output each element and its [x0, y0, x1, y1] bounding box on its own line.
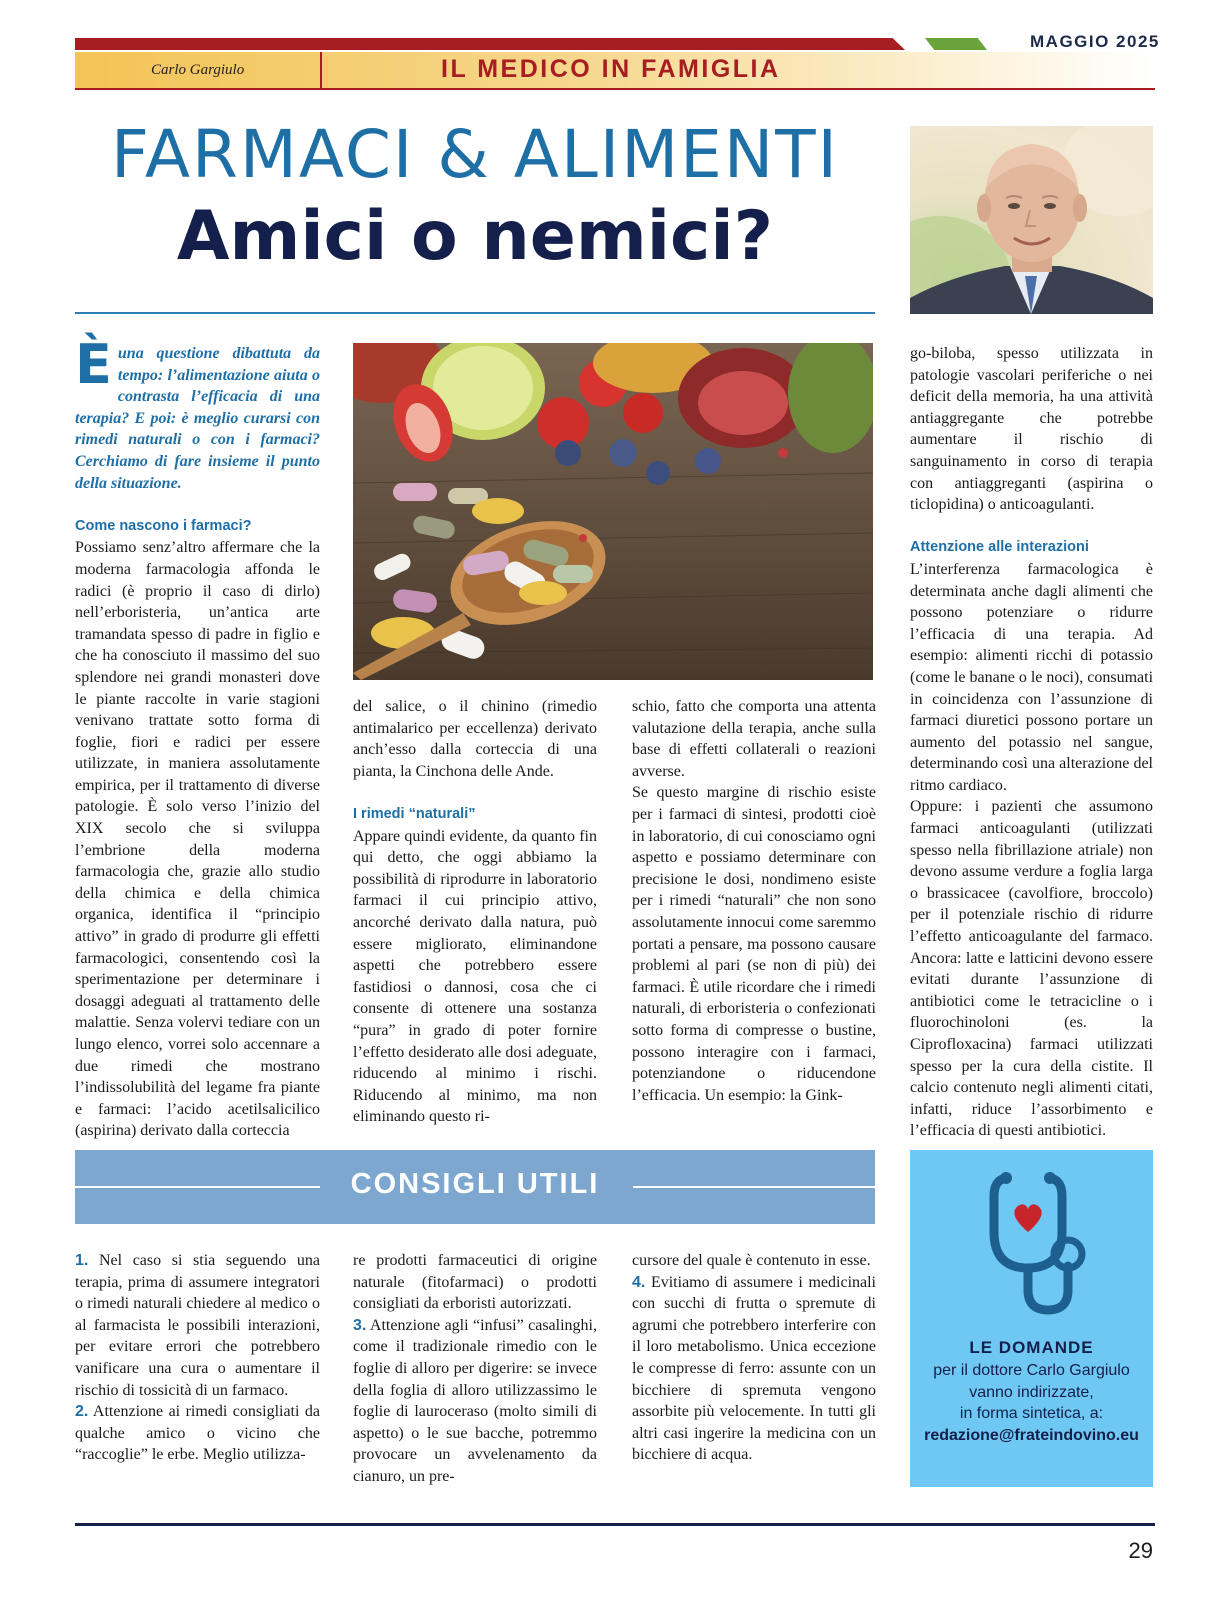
portrait-illustration	[910, 126, 1153, 314]
tip-number: 1.	[75, 1252, 89, 1269]
article-column-2	[353, 696, 597, 1128]
paragraph: schio, fatto che comporta una attenta valutazione della terapia, anche sulla base di effetti collaterali o reazioni avverse.	[632, 698, 876, 780]
article-title: FARMACI & ALIMENTI	[110, 116, 839, 193]
title-divider	[75, 312, 875, 314]
tip-item	[75, 1401, 320, 1466]
tip-number: 3.	[353, 1316, 367, 1334]
domande-box	[910, 1150, 1153, 1487]
tip-text: re prodotti farmaceutici di origine naturale (fitofarmaci) o prodotti consigliati da erboristi autorizzati.	[353, 1252, 597, 1313]
article-subtitle: Amici o nemici?	[176, 197, 774, 276]
tip-text: Nel caso si stia seguendo una terapia, prima di assumere integratori o rimedi naturali chiedere al medico o al farmacista le possibili interazioni, per evitare errori che potrebbero vanificare una cura o aumentare il rischio di tossicità di un farmaco.	[75, 1252, 321, 1399]
subhead-rimedi-naturali: I rimedi “naturali”	[353, 805, 476, 822]
article-column-4	[910, 343, 1153, 1142]
consigli-column-1	[75, 1250, 320, 1466]
lead-text: una questione dibattuta da tempo: l’alimentazione aiuta o contrasta l’efficacia di una terapia? E poi: è meglio curarsi con rimedi naturali o con i farmaci? Cerchiamo di fare insieme il punto della situazione.	[75, 345, 320, 492]
domande-line: per il dottore Carlo Gargiulo	[933, 1362, 1130, 1379]
article-column-1	[75, 333, 320, 1142]
consigli-banner	[75, 1150, 875, 1224]
issue-date: MAGGIO 2025	[1030, 32, 1160, 51]
page-number: 29	[1128, 1538, 1153, 1563]
footer-rule	[75, 1523, 1155, 1526]
subhead-attenzione-interazioni: Attenzione alle interazioni	[910, 539, 1089, 556]
paragraph: Se questo margine di rischio esiste per i farmaci di sintesi, prodotti cioè in laboratorio, di cui conosciamo ogni aspetto e possiamo determinare con precisione le dosi, nondimeno esiste per i rimedi “naturali” che non sono assolutamente innocui come saremmo portati a pensare, ma possono causare problemi al pari (se non di più) dei farmaci. È utile ricordare che i rimedi naturali, di erboristeria o confezionati sotto forma di compresse o bustine, possono interagire con i farmaci, potenziandone o riducendone l’efficacia. Un esempio: la Gink-	[632, 784, 876, 1104]
consigli-title: CONSIGLI UTILI	[350, 1168, 600, 1200]
consigli-column-3	[632, 1250, 876, 1466]
header-separator	[320, 52, 322, 88]
consigli-column-2	[353, 1250, 597, 1488]
article-column-3	[632, 696, 876, 1106]
paragraph: Appare quindi evidente, da quanto fin qui detto, che oggi abbiamo la possibilità di riprodurre in laboratorio farmaci il cui principio attivo, ancorché derivato dalla natura, può essere migliorato, eliminandone aspetti che potrebbero essere fastidiosi o dannosi, cosa che ci consente di ottenere una sostanza “pura” in grado di poter fornire l’effetto desiderato alle dosi adeguate, riducendo al minimo i rischi. Riducendo al minimo, ma non eliminando questo ri-	[353, 827, 597, 1126]
rubric-title: IL MEDICO IN FAMIGLIA	[441, 55, 781, 83]
header-red-bar	[75, 38, 905, 50]
fruit-and-pills-photo	[353, 343, 873, 680]
domande-title: LE DOMANDE	[969, 1338, 1094, 1357]
drop-cap: È	[75, 333, 112, 396]
paragraph: Oppure: i pazienti che assumono farmaci anticoagulanti (utilizzati spesso nella fibrillazione atriale) non devono assume verdure a foglia larga o brassicacee (cavolfiore, broccolo) per il potenziale rischio di ridurre l’effetto anticoagulante del farmaco. Ancora: latte e latticini devono essere evitati durante l’assunzione di antibiotici come le tetracicline o i fluorochinoloni (es. la Ciprofloxacina) farmaci utilizzati spesso per la cura della cistite. Il calcio contenuto negli alimenti citati, infatti, riduce l’assorbimento e l’efficacia di questi antibiotici.	[910, 798, 1153, 1140]
paragraph: go-biloba, spesso utilizzata in patologie vascolari periferiche o nei deficit della memoria, ha una attività antiaggregante che potrebbe aumentare il rischio di sanguinamento in corso di terapia con antiaggreganti (aspirina o ticlopidina) o anticoagulanti.	[910, 345, 1153, 514]
paragraph: L’interferenza farmacologica è determinata anche dagli alimenti che possono potenziare o ridurre l’efficacia di una terapia. Ad esempio: alimenti ricchi di potassio (come le banane o le noci), consumati in coincidenza con l’assunzione di farmaci diuretici possono portare un aumento del potassio nel sangue, determinando così una alterazione del ritmo cardiaco.	[910, 560, 1154, 794]
tip-text: Evitiamo di assumere i medicinali con succhi di frutta o spremute di agrumi che potrebbero interferire con il loro metabolismo. Unica eccezione le compresse di ferro: assunte con un bicchiere di spremuta vengono assorbite più velocemente. In tutti gli altri casi ingerire la medicina con un bicchiere di acqua.	[632, 1273, 876, 1464]
paragraph: del salice, o il chinino (rimedio antimalarico per eccellenza) derivato anch’esso dalla corteccia di una pianta, la Cinchona delle Ande.	[353, 698, 597, 780]
domande-email[interactable]: redazione@frateindovino.eu	[924, 1426, 1139, 1444]
tip-text: cursore del quale è contenuto in esse.	[632, 1252, 871, 1269]
tip-item	[353, 1315, 597, 1488]
stethoscope-heart-icon	[910, 1150, 1153, 1330]
tip-number: 4.	[632, 1273, 646, 1291]
tip-text: Attenzione agli “infusi” casalinghi, come il tradizionale rimedio con le foglie di alloro per digerire: se invece della foglia di alloro utilizzassimo le foglie di lauroceraso (molto simili di aspetto) o le sue bacche, potremmo provocare un avvelenamento da cianuro, un pre-	[353, 1316, 597, 1485]
consigli-line-right	[633, 1186, 875, 1188]
domande-text	[910, 1360, 1153, 1446]
tip-text: Attenzione ai rimedi consigliati da qualche amico o vicino che “raccoglie” le erbe. Meglio utilizza-	[75, 1403, 320, 1464]
domande-line: in forma sintetica, a:	[959, 1405, 1104, 1422]
header-author: Carlo Gargiulo	[151, 62, 245, 78]
photo-illustration	[353, 343, 873, 680]
tip-number: 2.	[75, 1403, 89, 1421]
tip-item	[75, 1250, 320, 1401]
domande-line: vanno indirizzate,	[969, 1383, 1094, 1401]
paragraph: Possiamo senz’altro affermare che la moderna farmacologia affonda le radici (è proprio il caso di dirlo) nell’erboristeria, un’antica arte tramandata spesso di padre in figlio e che ha conosciuto il massimo del suo splendore nei grandi monasteri dove le piante raccolte in varie stagioni venivano trattate sotto forma di foglie, fiori e radici per essere utilizzate, in maniera assolutamente empirica, per il trattamento di diverse patologie. È solo verso l’inizio del XIX secolo che si sviluppa l’embrione della moderna farmacologia che, grazie allo studio della chimica e della chimica organica, identifica il “principio attivo” in grado di produrre gli effetti farmacologici, consentendo così la sperimentazione per determinare i dosaggi adeguati al trattamento delle malattie. Senza volervi tediare con un lungo elenco, vorrei solo accennare a due rimedi che mostrano l’indissolubilità del legame fra piante e farmaci: l’acido acetilsalicilico (aspirina) derivato dalla corteccia	[75, 539, 320, 1140]
author-portrait	[910, 126, 1153, 314]
article-lead	[75, 333, 320, 494]
tip-item	[632, 1272, 876, 1466]
header-band	[75, 52, 1155, 90]
subhead-come-nascono: Come nascono i farmaci?	[75, 517, 252, 534]
header-green-bar	[925, 38, 987, 50]
